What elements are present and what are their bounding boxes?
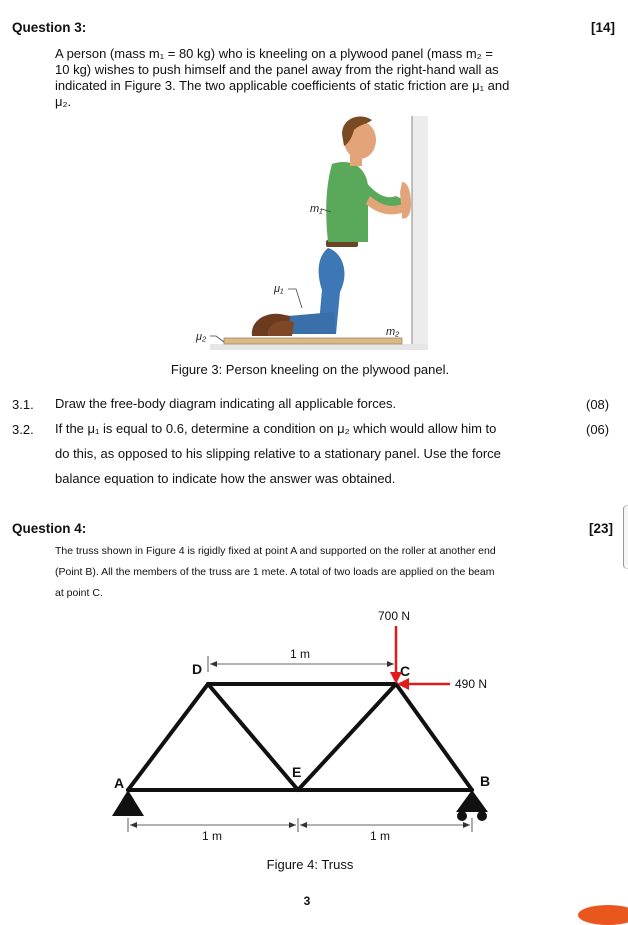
plywood-panel	[224, 338, 402, 344]
subq-3-2-text	[55, 416, 575, 491]
subq-3-2-marks: (06)	[586, 422, 610, 437]
bottom-dim-arrow	[289, 822, 296, 828]
top-dim-arrow-right	[387, 661, 394, 667]
label-mu2-leader	[210, 336, 224, 342]
figure-3-illustration	[190, 112, 435, 357]
floating-action-button[interactable]	[578, 905, 628, 925]
subq-3-2-number: 3.2.	[12, 422, 34, 437]
question-3-line: indicated in Figure 3. The two applicable coefficients of static friction are μ₁ and	[55, 78, 510, 93]
horizontal-load-label: 490 N	[455, 677, 488, 691]
roller-wheel-2	[477, 811, 487, 821]
question-4-line: (Point B). All the members of the truss are 1 mete. A total of two loads are applied on the beam	[55, 566, 495, 578]
question-4-title: Question 4:	[12, 521, 87, 536]
bottom-dim-label-right: 1 m	[370, 829, 391, 843]
figure-4-truss	[100, 600, 520, 850]
subq-3-2-line: If the μ₁ is equal to 0.6, determine a condition on μ₂ which would allow him to	[55, 421, 497, 436]
label-mu1: μ₁	[274, 283, 284, 295]
top-dim-label: 1 m	[290, 647, 311, 661]
subq-3-1-marks: (08)	[586, 397, 610, 412]
figure-4-caption: Figure 4: Truss	[266, 857, 354, 872]
subq-3-1-text	[55, 391, 575, 416]
fixed-support-a	[112, 790, 144, 816]
member-ad	[128, 684, 208, 790]
node-label-d: D	[192, 661, 203, 677]
question-4-line: at point C.	[55, 587, 103, 599]
member-ec	[298, 684, 396, 790]
question-3-line: 10 kg) wishes to push himself and the panel away from the right-hand wall as	[55, 62, 499, 77]
subq-3-2-line: balance equation to indicate how the answer was obtained.	[55, 471, 396, 486]
label-m1: m₁	[310, 203, 323, 215]
floor	[210, 344, 428, 350]
roller-support-b	[456, 790, 488, 812]
question-3-text	[55, 46, 575, 110]
subq-3-1-line: Draw the free-body diagram indicating all applicable forces.	[55, 396, 397, 411]
question-4-text	[55, 541, 575, 604]
member-cb	[396, 684, 472, 790]
vertical-load-label: 700 N	[378, 609, 411, 623]
node-label-a: A	[114, 775, 125, 791]
bottom-dim-arrow	[300, 822, 307, 828]
label-mu2: μ₂	[196, 331, 207, 343]
subq-3-1-number: 3.1.	[12, 397, 34, 412]
person-hands	[400, 182, 411, 218]
wall	[412, 116, 428, 350]
question-3-title: Question 3:	[12, 20, 87, 35]
scrollbar-handle[interactable]	[623, 505, 628, 569]
person-torso	[326, 162, 368, 242]
question-3-line: A person (mass m₁ = 80 kg) who is kneeling on a plywood panel (mass m₂ =	[55, 46, 493, 61]
page-number: 3	[303, 894, 311, 908]
subq-3-2-line: do this, as opposed to his slipping relative to a stationary panel. Use the force	[55, 446, 501, 461]
node-label-c: C	[400, 663, 411, 679]
member-de	[208, 684, 298, 790]
question-3-line: μ₂.	[55, 94, 72, 109]
roller-wheel-1	[457, 811, 467, 821]
question-3-marks: [14]	[591, 20, 616, 35]
label-mu1-leader	[288, 289, 302, 308]
figure-3-caption: Figure 3: Person kneeling on the plywood panel.	[170, 362, 450, 377]
node-label-b: B	[480, 773, 491, 789]
question-4-marks: [23]	[589, 521, 614, 536]
bottom-dim-arrow	[130, 822, 137, 828]
node-label-e: E	[292, 764, 302, 780]
label-m2: m₂	[386, 326, 400, 338]
bottom-dim-arrow	[463, 822, 470, 828]
bottom-dim-label-left: 1 m	[202, 829, 223, 843]
top-dim-arrow-left	[210, 661, 217, 667]
question-4-line: The truss shown in Figure 4 is rigidly fixed at point A and supported on the roller at another end	[55, 545, 496, 557]
